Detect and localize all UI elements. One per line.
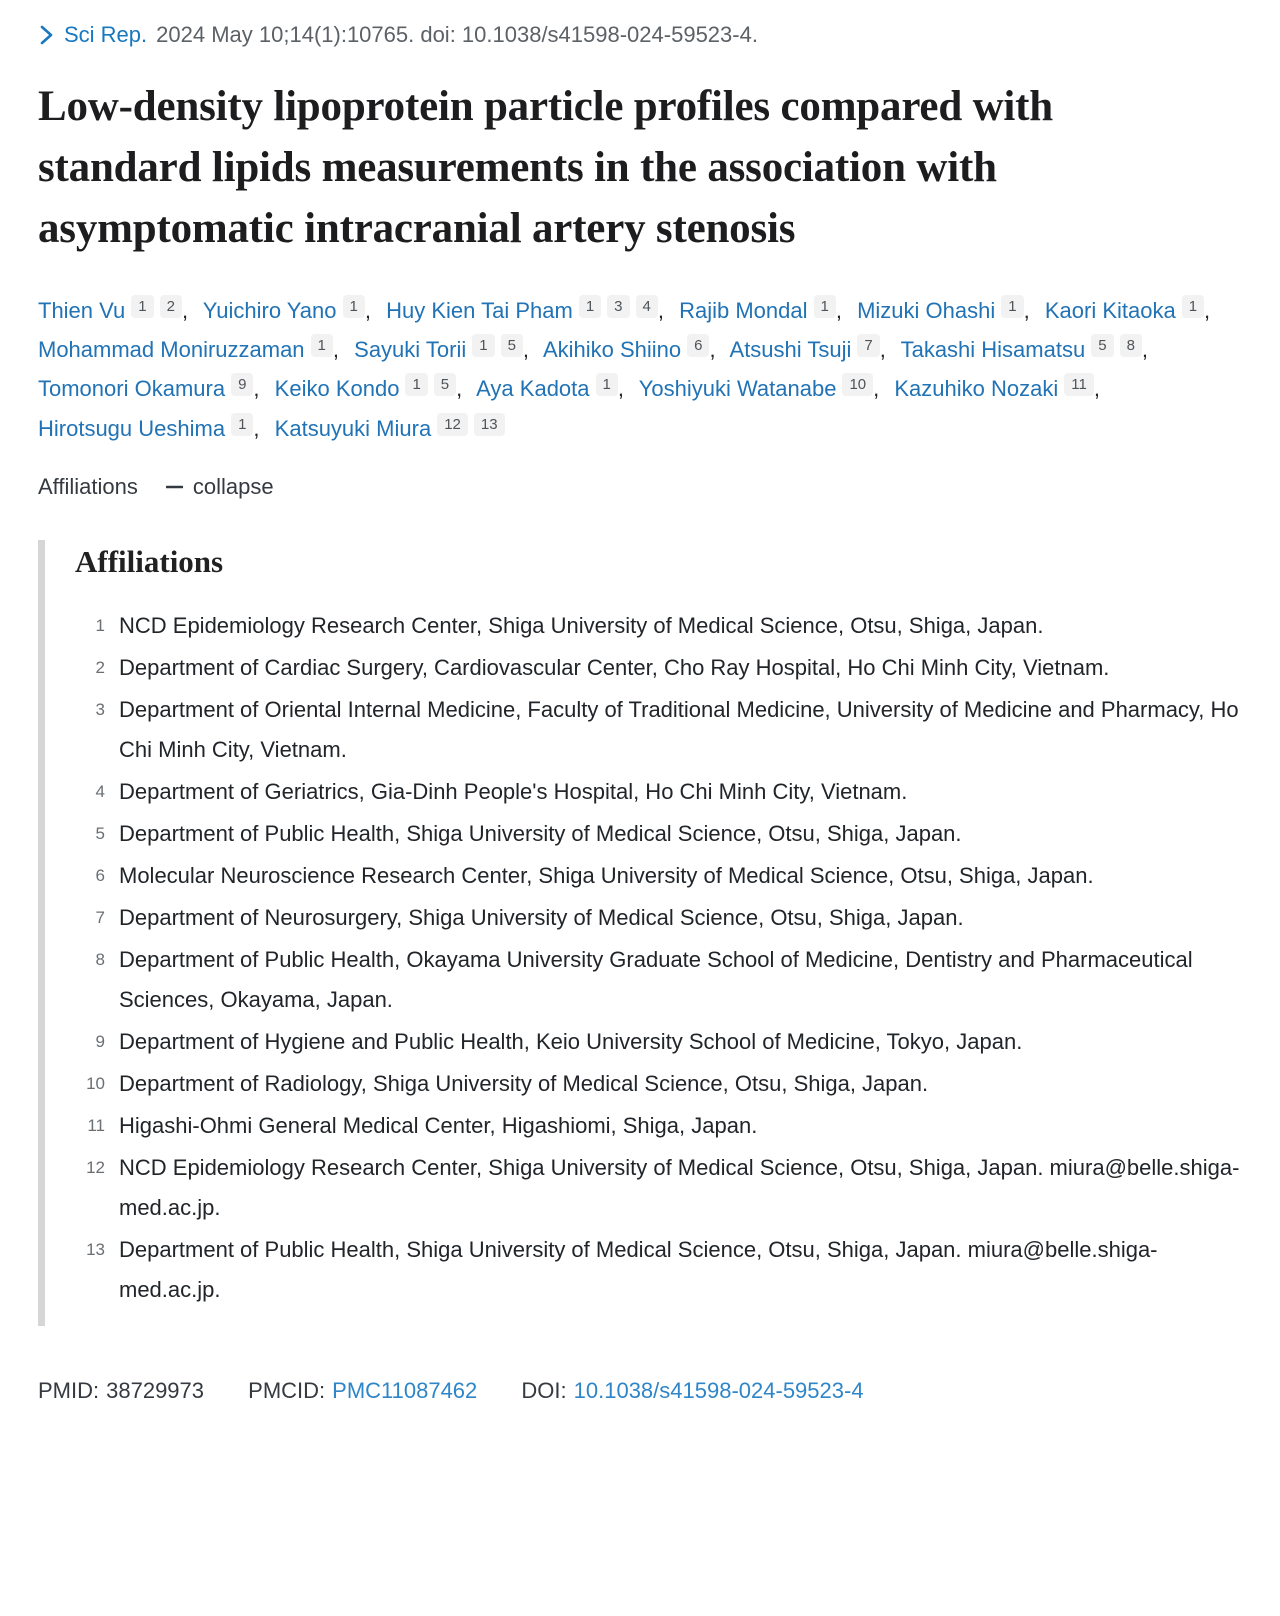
affiliation-item	[75, 898, 1242, 938]
doi-link[interactable]: 10.1038/s41598-024-59523-4	[573, 1378, 864, 1404]
author-superscripts	[1176, 298, 1204, 323]
author-link[interactable]: Mizuki Ohashi	[857, 298, 996, 324]
affiliations-heading: Affiliations	[75, 543, 224, 579]
affiliation-superscript[interactable]: 1	[814, 295, 836, 318]
author-superscripts	[808, 298, 836, 323]
author	[543, 337, 716, 362]
author-separator: ,	[1093, 376, 1100, 402]
author-superscripts	[573, 298, 658, 323]
affiliations-panel	[38, 540, 1242, 1327]
affiliation-text: NCD Epidemiology Research Center, Shiga University of Medical Science, Otsu, Shiga, Japan.	[119, 612, 1044, 638]
affiliation-item	[75, 1064, 1242, 1104]
affiliation-number: 9	[95, 1032, 105, 1052]
affiliation-superscript[interactable]: 1	[343, 295, 365, 318]
affiliation-item	[75, 940, 1242, 1020]
author	[1045, 298, 1210, 323]
affiliation-item	[75, 856, 1242, 896]
author	[894, 376, 1100, 401]
author-superscripts	[225, 376, 253, 401]
affiliation-superscript[interactable]: 5	[1091, 334, 1113, 357]
affiliation-text: Molecular Neuroscience Research Center, Shiga University of Medical Science, Otsu, Shiga, Japan.	[119, 862, 1094, 888]
affiliation-superscript[interactable]: 10	[842, 373, 873, 396]
author-superscripts	[995, 298, 1023, 323]
affiliation-superscript[interactable]: 1	[131, 295, 153, 318]
journal-link[interactable]: Sci Rep.	[64, 22, 148, 47]
author	[730, 337, 886, 362]
citation-text: 2024 May 10;14(1):10765. doi: 10.1038/s41598-024-59523-4.	[156, 22, 758, 47]
author-link[interactable]: Takashi Hisamatsu	[900, 337, 1086, 363]
affiliation-number: 2	[95, 657, 105, 677]
author-superscripts	[337, 298, 365, 323]
author-link[interactable]: Mohammad Moniruzzaman	[38, 337, 305, 363]
pmcid-link[interactable]: PMC11087462	[332, 1378, 478, 1404]
affiliation-text: Higashi-Ohmi General Medical Center, Higashiomi, Shiga, Japan.	[119, 1113, 758, 1139]
author	[38, 376, 260, 401]
affiliation-item	[75, 772, 1242, 812]
affiliation-superscript[interactable]: 1	[1001, 295, 1023, 318]
citation-row	[38, 22, 1242, 48]
author-superscripts	[851, 337, 879, 362]
affiliation-item	[75, 606, 1242, 646]
author-list	[38, 291, 1238, 448]
author-separator: ,	[1204, 298, 1211, 324]
affiliation-superscript[interactable]: 1	[231, 413, 253, 436]
author	[38, 337, 339, 362]
author-link[interactable]: Kazuhiko Nozaki	[894, 376, 1059, 402]
affiliation-superscript[interactable]: 3	[607, 295, 629, 318]
affiliation-number: 11	[87, 1116, 105, 1136]
affiliation-number: 7	[95, 907, 105, 927]
affiliation-superscript[interactable]: 1	[579, 295, 601, 318]
author	[38, 298, 188, 323]
affiliation-text: Department of Hygiene and Public Health, Keio University School of Medicine, Tokyo, Japan.	[119, 1029, 1023, 1055]
author	[275, 416, 505, 441]
author-superscripts	[836, 376, 873, 401]
author-superscripts	[1058, 376, 1094, 401]
author-link[interactable]: Rajib Mondal	[679, 298, 808, 324]
author-superscripts	[399, 376, 456, 401]
affiliation-superscript[interactable]: 1	[1182, 295, 1204, 318]
affiliation-superscript[interactable]: 4	[636, 295, 658, 318]
affiliation-text: Department of Public Health, Shiga University of Medical Science, Otsu, Shiga, Japan. miura@belle.shiga-med.ac.jp.	[119, 1237, 1158, 1303]
author	[476, 376, 624, 401]
author	[386, 298, 664, 323]
pmid-group	[38, 1378, 204, 1403]
author-separator: ,	[181, 298, 189, 324]
affiliation-item	[75, 1022, 1242, 1062]
doi-group	[521, 1378, 863, 1403]
author-superscripts	[1085, 337, 1142, 362]
author-link[interactable]: Akihiko Shiino	[542, 337, 682, 363]
affiliation-text: Department of Public Health, Shiga University of Medical Science, Otsu, Shiga, Japan.	[119, 820, 962, 846]
affiliation-superscript[interactable]: 5	[434, 373, 456, 396]
author	[639, 376, 880, 401]
citation-expand-button[interactable]	[38, 24, 55, 46]
affiliation-item	[75, 1106, 1242, 1146]
pmid-value: 38729973	[106, 1378, 205, 1404]
author-separator: ,	[873, 376, 880, 402]
affiliation-superscript[interactable]: 1	[472, 334, 494, 357]
author-link[interactable]: Aya Kadota	[476, 376, 590, 402]
minus-icon	[166, 484, 183, 490]
affiliations-list	[75, 606, 1242, 1311]
author-superscripts	[305, 337, 333, 362]
author-link[interactable]: Keiko Kondo	[274, 376, 400, 402]
affiliation-number: 8	[95, 950, 105, 970]
affiliation-text: Department of Public Health, Okayama University Graduate School of Medicine, Dentistry and Pharmaceutical Sciences, Okayama, Japan.	[119, 947, 1193, 1013]
pmid-label: PMID:	[38, 1378, 100, 1404]
affiliations-toggle-label: Affiliations	[38, 473, 138, 499]
author-link[interactable]: Huy Kien Tai Pham	[386, 298, 573, 324]
author-link[interactable]: Kaori Kitaoka	[1044, 298, 1176, 324]
author-superscripts	[431, 416, 504, 441]
affiliation-superscript[interactable]: 9	[231, 373, 253, 396]
affiliation-superscript[interactable]: 5	[501, 334, 523, 357]
author-separator: ,	[522, 337, 530, 363]
affiliations-toggle-row	[38, 474, 1242, 500]
affiliation-superscript[interactable]: 1	[311, 334, 333, 357]
affiliation-item	[75, 690, 1242, 770]
author	[203, 298, 371, 323]
affiliation-number: 3	[95, 699, 105, 719]
author-link[interactable]: Yoshiyuki Watanabe	[638, 376, 837, 402]
affiliation-superscript[interactable]: 1	[405, 373, 427, 396]
author-separator: ,	[364, 298, 371, 324]
author	[901, 337, 1148, 362]
author	[275, 376, 463, 401]
author-link[interactable]: Hirotsugu Ueshima	[38, 415, 226, 441]
affiliation-item	[75, 1230, 1242, 1310]
author-separator: ,	[879, 337, 886, 363]
affiliation-text: Department of Neurosurgery, Shiga University of Medical Science, Otsu, Shiga, Japan.	[119, 904, 964, 930]
affiliation-number: 13	[86, 1240, 105, 1260]
page-title: Low-density lipoprotein particle profiles compared with standard lipids measurements in the association with asymptomatic intracranial artery stenosis	[38, 83, 1054, 253]
author	[38, 416, 260, 441]
author-link[interactable]: Katsuyuki Miura	[274, 415, 432, 441]
affiliation-number: 5	[95, 823, 105, 843]
affiliation-number: 10	[86, 1074, 105, 1094]
affiliation-number: 12	[86, 1158, 105, 1178]
collapse-label: collapse	[192, 473, 274, 499]
affiliation-superscript[interactable]: 11	[1064, 373, 1094, 396]
affiliation-text: NCD Epidemiology Research Center, Shiga University of Medical Science, Otsu, Shiga, Japan. miura@belle.shiga-med.ac.jp.	[119, 1155, 1240, 1221]
author-superscripts	[590, 376, 618, 401]
affiliations-collapse-button[interactable]	[166, 474, 274, 500]
author-link[interactable]: Yuichiro Yano	[202, 298, 337, 324]
author-separator: ,	[456, 376, 463, 402]
author-separator: ,	[617, 376, 624, 402]
affiliation-superscript[interactable]: 6	[687, 334, 709, 357]
author-superscripts	[466, 337, 523, 362]
affiliation-superscript[interactable]: 13	[474, 413, 505, 436]
author-separator: ,	[657, 298, 664, 324]
pmcid-label: PMCID:	[248, 1378, 326, 1404]
identifiers-bar	[38, 1378, 1242, 1404]
affiliation-text: Department of Radiology, Shiga University of Medical Science, Otsu, Shiga, Japan.	[119, 1071, 929, 1097]
author	[354, 337, 529, 362]
affiliation-item	[75, 648, 1242, 688]
author-link[interactable]: Thien Vu	[38, 298, 126, 324]
chevron-right-icon	[38, 24, 55, 46]
affiliation-number: 4	[95, 781, 105, 801]
author-superscripts	[125, 298, 182, 323]
affiliation-item	[75, 814, 1242, 854]
affiliation-number: 1	[95, 615, 105, 635]
author-superscripts	[681, 337, 709, 362]
author-superscripts	[225, 416, 253, 441]
author	[679, 298, 842, 323]
author-separator: ,	[835, 298, 842, 324]
author-separator: ,	[253, 376, 260, 402]
author-separator: ,	[1023, 298, 1030, 324]
affiliation-superscript[interactable]: 2	[160, 295, 182, 318]
author-separator: ,	[332, 337, 340, 363]
affiliation-text: Department of Cardiac Surgery, Cardiovascular Center, Cho Ray Hospital, Ho Chi Minh City, Vietnam.	[119, 654, 1110, 680]
affiliation-text: Department of Geriatrics, Gia-Dinh People's Hospital, Ho Chi Minh City, Vietnam.	[119, 778, 908, 804]
affiliation-superscript[interactable]: 8	[1120, 334, 1142, 357]
doi-label: DOI:	[521, 1378, 567, 1404]
affiliation-item	[75, 1148, 1242, 1228]
affiliation-text: Department of Oriental Internal Medicine, Faculty of Traditional Medicine, University of Medicine and Pharmacy, Ho Chi Minh City, Vietnam.	[119, 696, 1239, 762]
author-separator: ,	[253, 415, 260, 441]
affiliation-number: 6	[95, 865, 105, 885]
author-link[interactable]: Tomonori Okamura	[38, 376, 226, 402]
affiliation-superscript[interactable]: 12	[437, 413, 468, 436]
author-link[interactable]: Atsushi Tsuji	[729, 337, 852, 363]
affiliation-superscript[interactable]: 7	[857, 334, 879, 357]
pmcid-group	[248, 1378, 477, 1403]
author	[857, 298, 1030, 323]
author-separator: ,	[709, 337, 716, 363]
author-link[interactable]: Sayuki Torii	[354, 337, 467, 363]
affiliation-superscript[interactable]: 1	[596, 373, 618, 396]
author-separator: ,	[1141, 337, 1149, 363]
